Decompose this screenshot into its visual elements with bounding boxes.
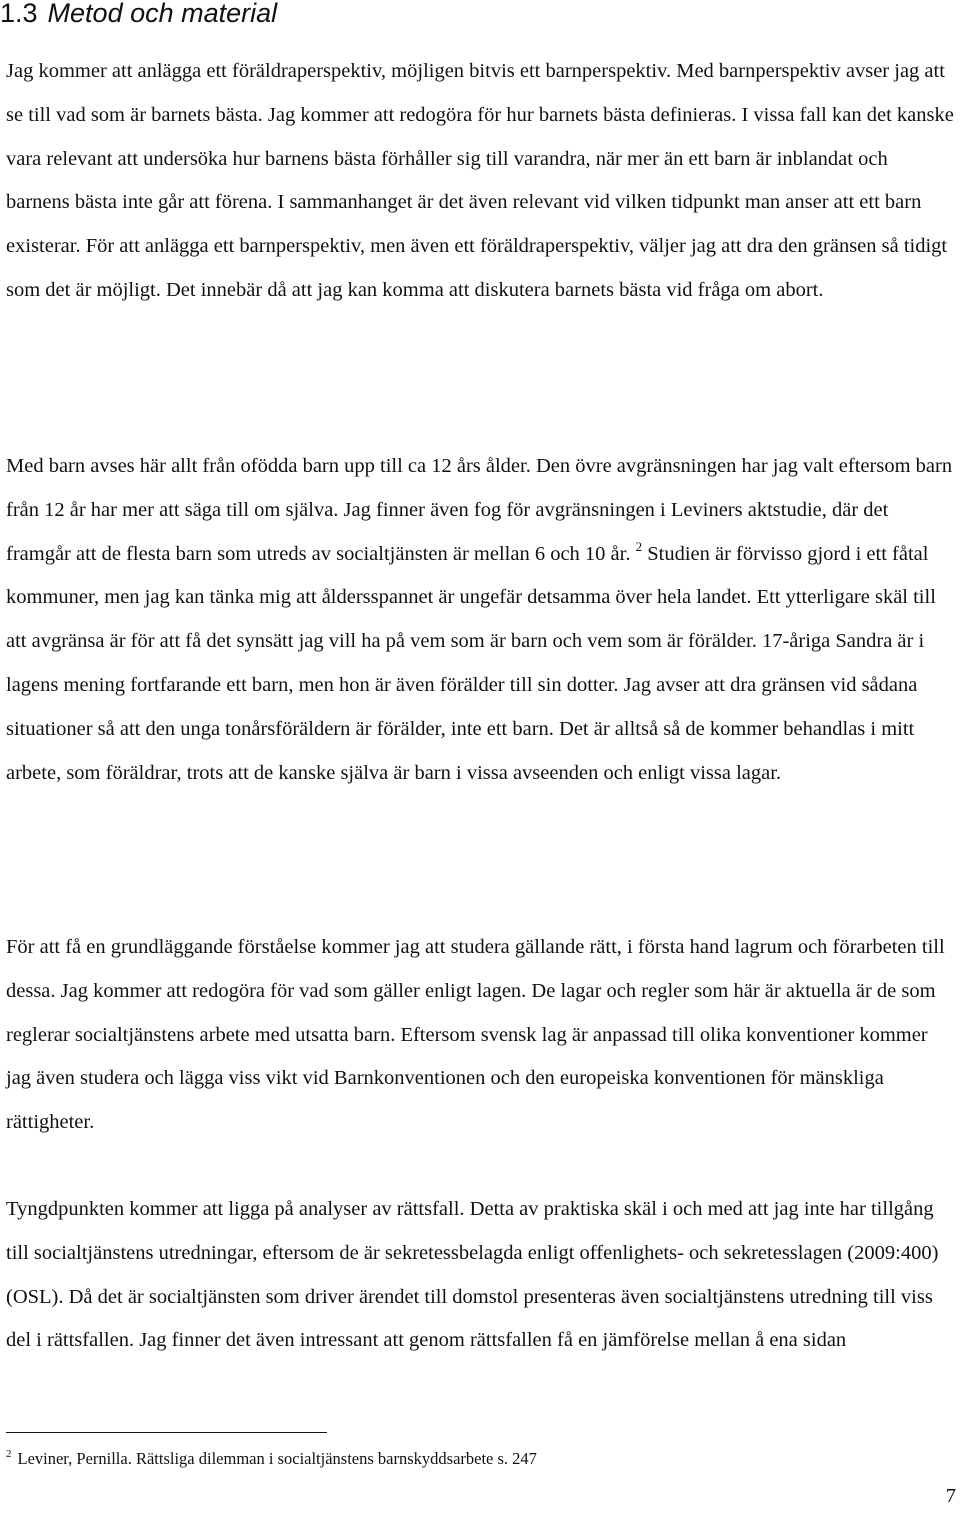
page-number: 7 [945, 1485, 956, 1507]
footnote-text: Leviner, Pernilla. Rättsliga dilemman i socialtjänstens barnskyddsarbete s. 247 [17, 1449, 537, 1468]
section-heading [0, 0, 277, 30]
section-number: 1.3 [0, 0, 38, 28]
footnote-number: 2 [6, 1448, 12, 1460]
footnote-divider [6, 1432, 327, 1433]
paragraph-age-delimitation [6, 445, 954, 795]
paragraph-method-perspective: Jag kommer att anlägga ett föräldraperspektiv, möjligen bitvis ett barnperspektiv. Med barnperspektiv avser jag att se till vad som är barnets bästa. Jag kommer att redogöra för hur barnets bästa definieras. I vissa fall kan det kanske vara relevant att undersöka hur barnens bästa förhåller sig till varandra, när mer än ett barn är inblandat och barnens bästa inte går att förena. I sammanhanget är det även relevant vid vilken tidpunkt man anser att ett barn existerar. För att anlägga ett barnperspektiv, men även ett föräldraperspektiv, väljer jag att dra den gränsen så tidigt som det är möjligt. Det innebär då att jag kan komma att diskutera barnets bästa vid fråga om abort. [6, 60, 954, 301]
paragraph-legal-sources: För att få en grundläggande förståelse kommer jag att studera gällande rätt, i första hand lagrum och förarbeten till dessa. Jag kommer att redogöra för vad som gäller enligt lagen. De lagar och regler som här är aktuella är de som reglerar socialtjänstens arbete med utsatta barn. Eftersom svensk lag är anpassad till olika konventioner kommer jag även studera och lägga viss vikt vid Barnkonventionen och den europeiska konventionen för mänskliga rättigheter. [6, 936, 945, 1134]
paragraph-text-after-ref: Studien är förvisso gjord i ett fåtal kommuner, men jag kan tänka mig att åldersspannet är ungefär detsamma över hela landet. Ett ytterligare skäl till att avgränsa är för att få det synsätt jag vill ha på vem som är barn och vem som är förälder. 17-åriga Sandra är i lagens mening fortfarande ett barn, men hon är även förälder till sin dotter. Jag avser att dra gränsen vid sådana situationer så att den unga tonårsföräldern är förälder, inte ett barn. Det är alltså så de kommer behandlas i mitt arbete, som föräldrar, trots att de kanske själva är barn i vissa avseenden och enligt vissa lagar. [6, 542, 936, 784]
paragraph-case-analysis: Tyngdpunkten kommer att ligga på analyser av rättsfall. Detta av praktiska skäl i och med att jag inte har tillgång till socialtjänstens utredningar, eftersom de är sekretessbelagda enligt offenlighets- och sekretesslagen (2009:400) (OSL). Då det är socialtjänsten som driver ärendet till domstol presenteras även socialtjänstens utredning till viss del i rättsfallen. Jag finner det även intressant att genom rättsfallen få en jämförelse mellan å ena sidan [6, 1198, 939, 1352]
footnote-reference[interactable]: 2 [635, 538, 643, 554]
paragraph-text-before-ref: Med barn avses här allt från ofödda barn upp till ca 12 års ålder. Den övre avgränsningen har jag valt eftersom barn från 12 år har mer att säga till om själva. Jag finner även fog för avgränsningen i Leviners aktstudie, där det framgår att de flesta barn som utreds av socialtjänsten är mellan 6 och 10 år. [6, 455, 953, 565]
footnote [6, 1449, 537, 1469]
section-title: Metod och material [47, 0, 278, 28]
